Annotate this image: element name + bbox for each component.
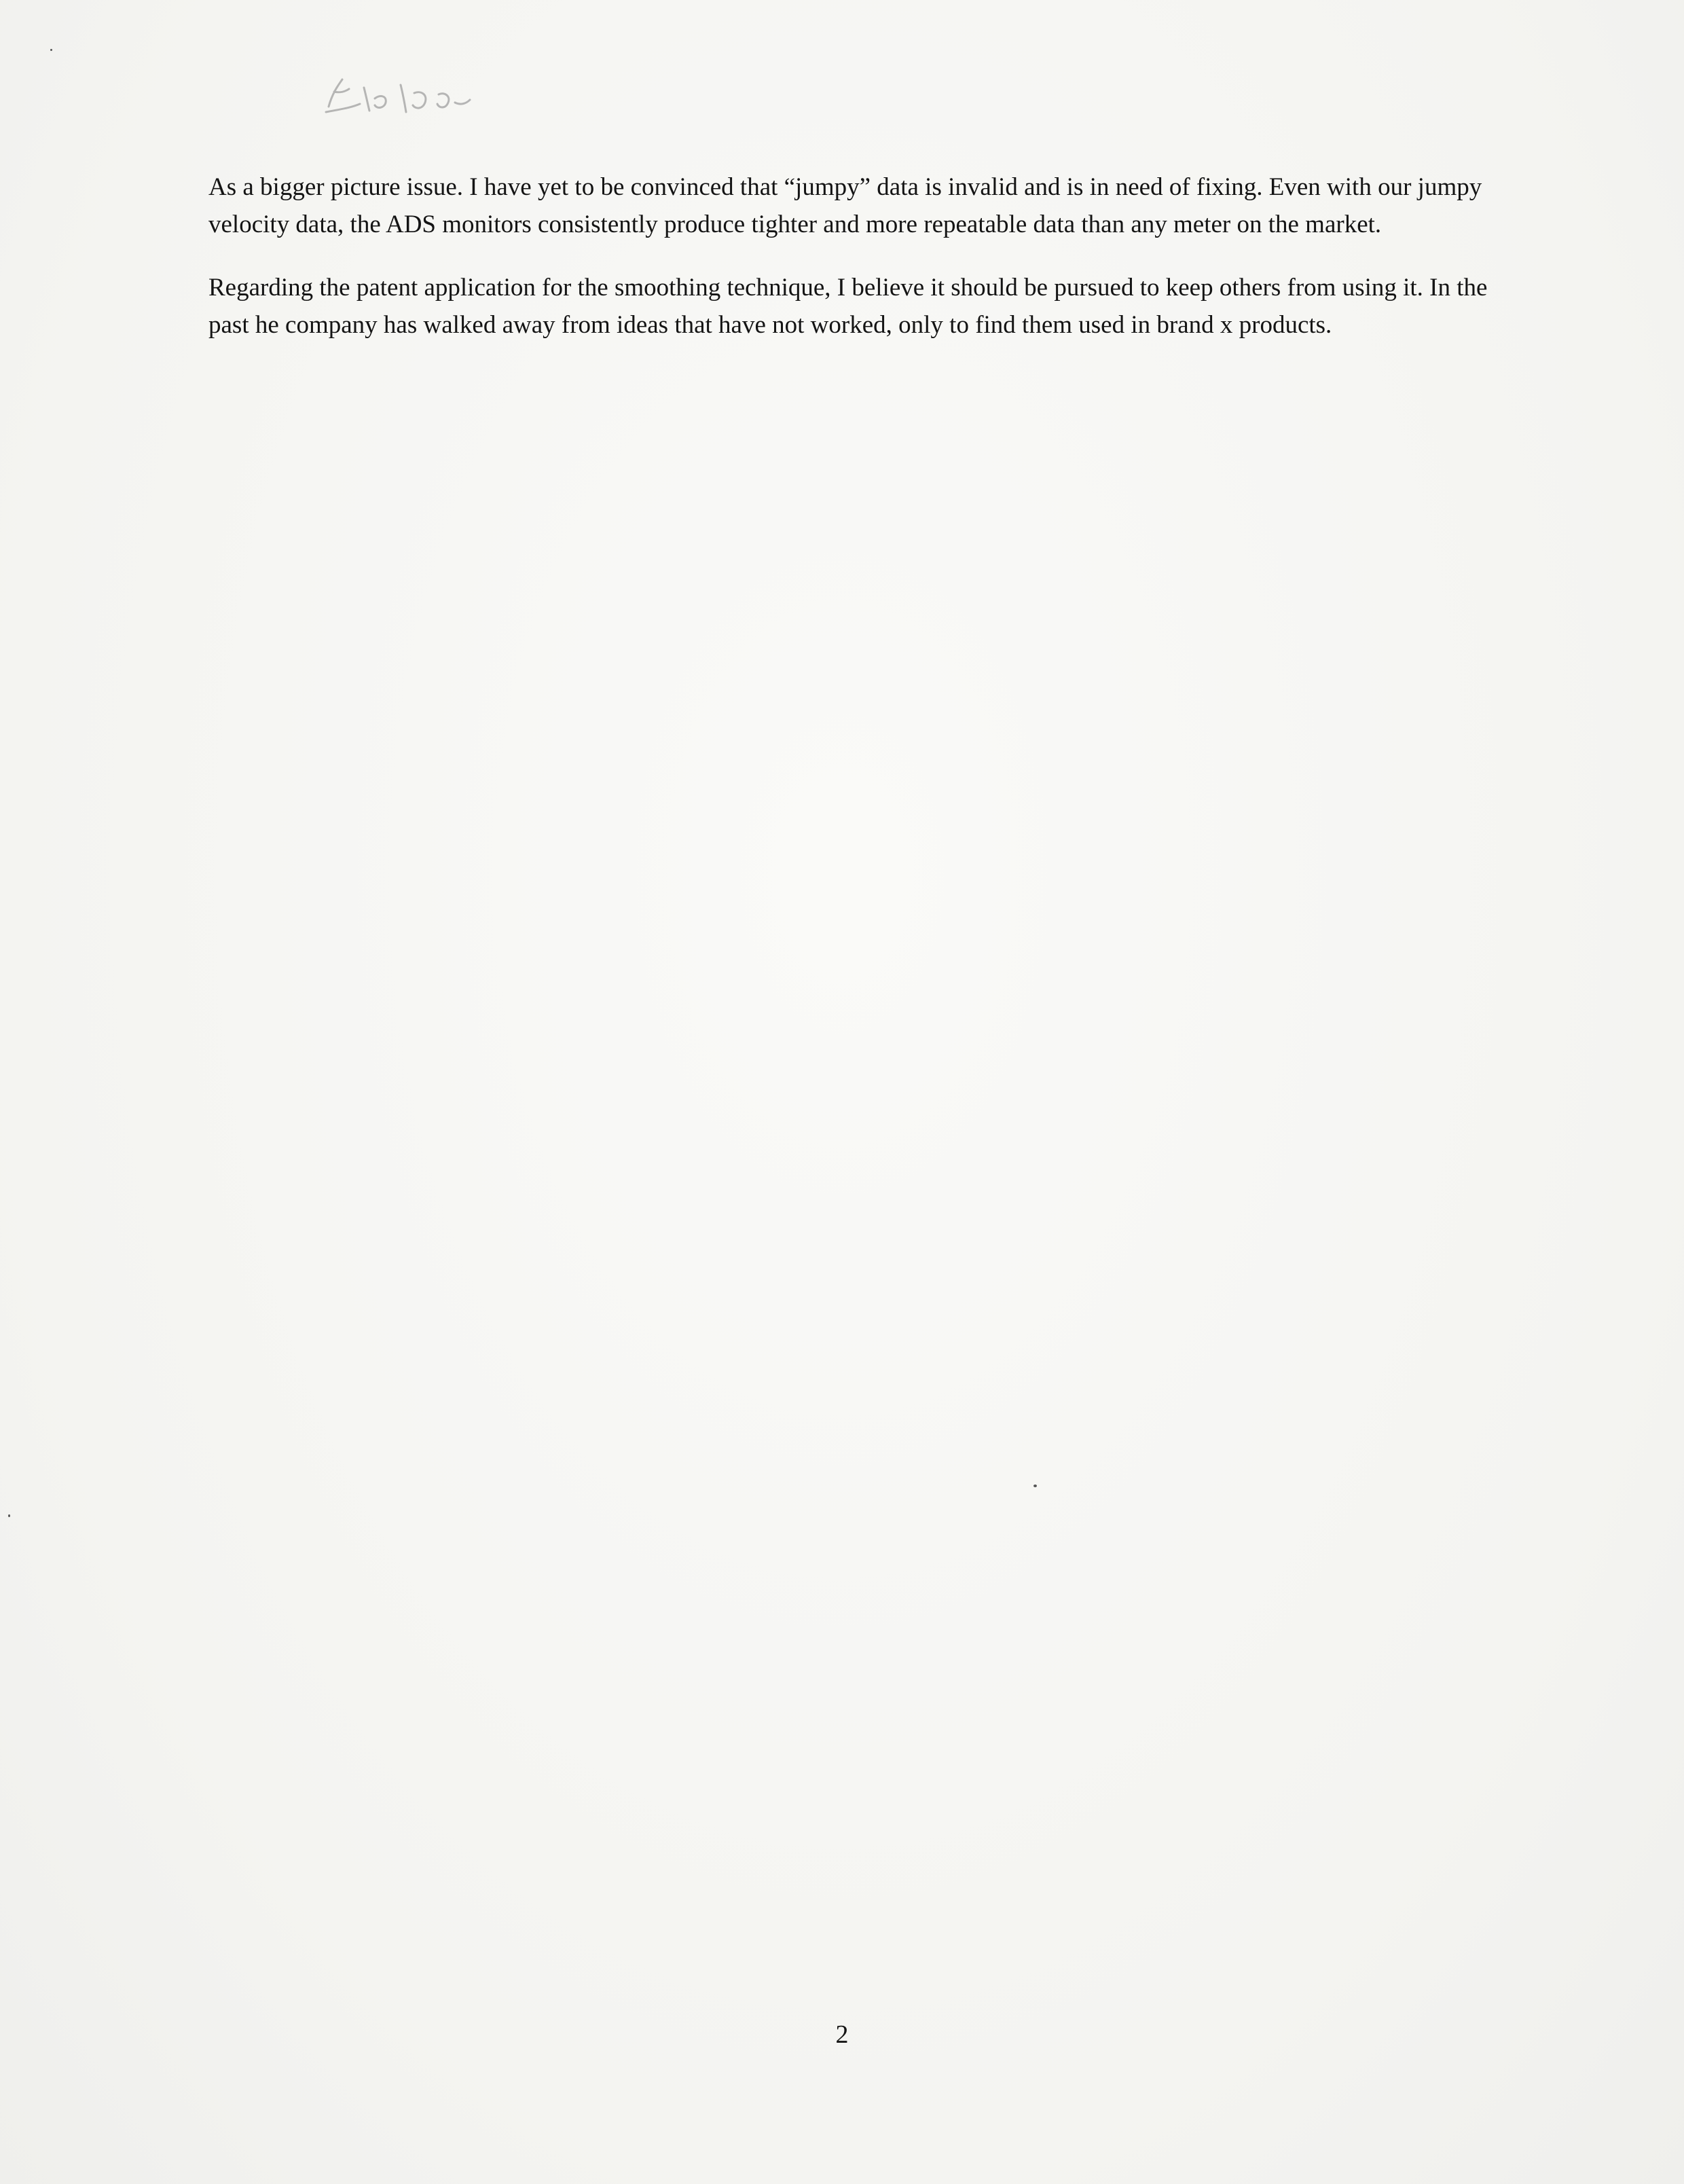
page-number: 2	[835, 2020, 849, 2049]
paragraph-big-picture: As a bigger picture issue. I have yet to be convinced that “jumpy” data is invalid and is in need of fixing. Even with our jumpy velocity data, the ADS monitors consistently produce tighter and more repeatable data than any meter on the market.	[208, 173, 1482, 238]
scan-speck	[1033, 1485, 1037, 1487]
scan-speck	[8, 1514, 10, 1517]
paragraph-patent: Regarding the patent application for the smoothing technique, I believe it should be pursued to keep others from using it. In the past he company has walked away from ideas that have not worked, only to find them used in brand x products.	[208, 274, 1488, 339]
scan-speck	[50, 49, 52, 51]
memo-body	[208, 168, 1512, 369]
handwritten-initials	[319, 65, 475, 126]
